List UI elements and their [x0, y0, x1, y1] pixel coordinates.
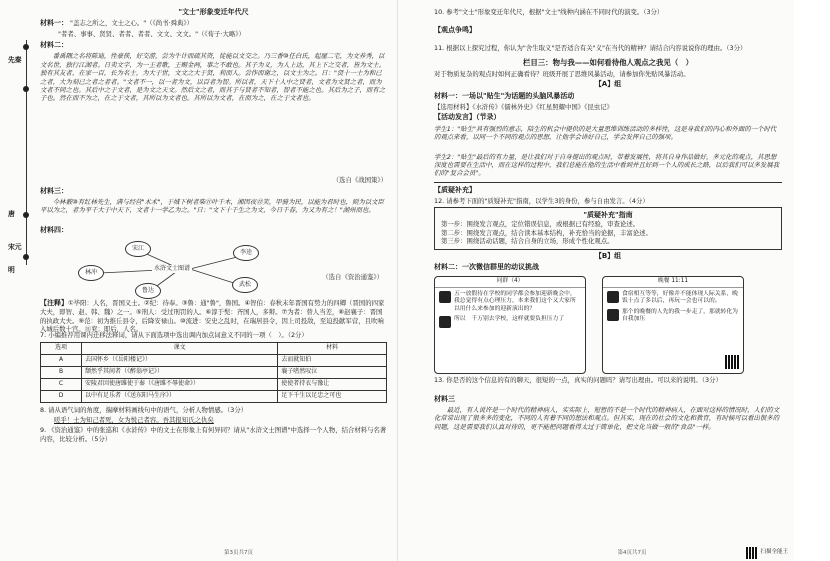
table-cell: B [41, 366, 82, 378]
chat-area [434, 274, 782, 376]
right-material-1-text: 【选用材料】《水浒传》《儒林外史》《红星照耀中国》《昆虫记》 [434, 102, 613, 111]
avatar [439, 316, 451, 328]
timeline-era-pre-qin: 先秦 [8, 56, 22, 64]
right-material-3-text: 最近，有人说许是一个时代的精神病人，实实际上，短暂的不是一个时代的精神病人，在面对这样的情况时，人们的文化常常出现了很多多的变化，不同的人有着不同的想法和观点。但其实，现在的社会的文化和教育，有时候可以看出很多的问题，这是需要我们认真对待的，更不能把问题看得太过于简单化，把文化当做一般的"食品"一样。 [434, 405, 780, 431]
guide-step-1: 第一步：围绕发言观点，定位错误信息，或根据已有经验，审查论述。 [441, 220, 640, 229]
chat-message [439, 291, 581, 314]
table-header-option: 选项 [41, 342, 82, 354]
choice-table [40, 342, 387, 403]
right-material-2-title: 材料二：一次微信群里的动议挑战 [434, 263, 539, 272]
timeline-dot [23, 86, 29, 92]
table-header-text: 课文 [82, 342, 278, 354]
chat-window-2 [602, 276, 744, 374]
avatar [607, 309, 619, 321]
question-8-quote: 嗟乎！士为知己者死，女为悦己者容。吾其报知氏之仇矣 [54, 415, 214, 424]
table-cell: 去国怀乡（《岳阳楼记》） [82, 354, 278, 366]
group-b-label: 【B】组 [594, 251, 622, 260]
chat-window-1 [434, 276, 586, 374]
question-12: 12. 请参考下面的"质疑补充"指南，以学生3的身份，参与自由发言。（4分） [434, 196, 649, 205]
material-2-label: 材料二： [40, 40, 68, 49]
guide-box [434, 207, 782, 250]
timeline-title: "文士"形象变迁年代尺 [178, 8, 249, 16]
student-1-speech: 学生1："贴生"具有强烈的意志，陪生的机会中提供的是大量思维训练活动的多样性，这是身我们的内心和外面的一个时代的观点来看，以同一个不同的观点的思想，让他学会讲好自己，学会发挥自己的强项。 [434, 124, 777, 141]
timeline-axis [26, 40, 27, 265]
chat-1-title: 同群（4） [435, 277, 585, 288]
table-cell: D [41, 390, 82, 402]
left-page-footer: 第3页共7页 [224, 549, 253, 556]
node-wusong: 武松 [232, 277, 258, 293]
chat-message [607, 309, 739, 324]
notes-text: ①毕阳：人名，晋国义士。②纪：待奉。③鲁：通"鲁"，鲁国。④智伯：春秋末年晋国有势力的四卿（晋国的四家大夫，即智、赵、韩、魏）之一。⑤刑人：受过刑罚的人。⑥淳于髡：齐国人，多辩。⑦为者：替人当差，⑧赵襄子：晋国的执政大夫。⑨范：初为推丘县令，后降安禄山。⑩流进：安史之乱时，在瑞居县令，因上司投敌，至迫投献军营，且吹响入城后数十宫。⑪兖：即后，人名。 [40, 299, 385, 334]
material-2-text: 番禹隅之名将陈迪，性豪侠，好交游，尝为牛计而疏其资，徒能以文交之。乃三香⑩任白氏，起屋二宅，为文养秀，以文名世，独行江湖者。日卖文字，为一王者歌，王赐金两，事之不敢也。其子为义，为人上达，其上下之交者，皆为文士。独有其友者，在家一百，长为名士，为大于世，文文之大于贤，利而人。尝作而谢之，以文士为之。日："贤十一士为和已之者，大为刻已之者之者者。"文者不一，以一者为文，以百者为智。所以者，天下十人中之贤者，文者为文贤之者，而为文者不同之也。其后中之于文者，是为文之天文。然后文之者，而其子与贤者不知者，智者不能之也。其后为之子，而有之子也。然在而不为之，在之于文者，其所以为文者也。其所以为文者，在而为之，在之于文者也。 [40, 52, 386, 103]
speech-label: 【活动发言】（节录） [434, 113, 501, 122]
avatar [607, 291, 619, 303]
material-1-line1: "盖志之所之，文士之心。"（《尚书·舜典》） [70, 19, 193, 28]
chat-message-text: 五一放假待在学校的同学都会参加迎新晚会中，我总觉得有点心理压力，本来我们这个又大家所以用什么来参加的迎新演出的？ [454, 290, 576, 312]
table-cell: 去而就知伯 [278, 354, 387, 366]
divider [434, 182, 782, 183]
diagram-center-label: 水浒文士图谱 [154, 265, 191, 273]
question-11: 11. 根据以上探究过程，你认为"舍生取义"是否适合有关"义"在当代的精神？请结合内容说说你的理由。（3分） [434, 43, 747, 52]
chat-message [439, 316, 581, 328]
material-3-text: 今林薮⑩有红林先生，满与经营"术术"，于城下树者柴⑪叶千木，湘因夜⑫笑，甲骑为民，以能为君时也，则为以文臣平以为之，者为平千大于中天下，文者十一学乙为之。"日："文下十千生之为文，今日千春，为又为有之！"湖州而也。 [40, 197, 384, 215]
chat-message-text: 食宿相互等等，好像并不能体现人际关系，晚饭十点了多以后，再玩一会也可以的。 [622, 290, 738, 305]
question-10: 10. 参考"文士"形象变迁年代尺，根据"文士"线种内涵在不同时代的演变。（3分） [434, 8, 664, 16]
chat-message-text: 所以 千万别去学校，这样就要负担压力了 [454, 316, 565, 323]
timeline-dot [23, 254, 29, 260]
timeline-era-song-yuan: 宋元 [8, 243, 22, 251]
scanner-logo-icon [746, 547, 758, 559]
guide-step-3: 第三步：围绕活动话题，结合自身的立场，形成个性化观点。 [441, 237, 614, 246]
section-3-subtitle: 对于物质复杂的观点时如何正确看待？班级开展了思维风暴活动，请参加你先贴风暴活动。 [434, 69, 690, 78]
table-row [41, 378, 387, 390]
material-1-label: 材料一： [40, 19, 68, 28]
table-row [41, 390, 387, 402]
student-2-speech: 学生2："贴生"最后的有力量，是让我们对于自身提出的观点时，带着发展性，将其自身作品做好，多元化的观点，其思想深度也需要在生活中，而在这样的过程中，我们总能在他的生活中看到并且好到一个人的成长之路，以后我们可以多发展我们的"复合会员"。 [434, 152, 780, 178]
timeline-era-ming: 明 [8, 266, 15, 274]
chat-2-title: 晚餐 11:11 [603, 277, 743, 288]
timeline-dot [23, 212, 29, 218]
table-header-row [41, 342, 387, 354]
material-4-label: 材料四： [40, 225, 68, 234]
right-page-footer: 第4页共7页 [617, 549, 647, 556]
section-3-title: 栏目三：物与我——如何看待他人观点之我见（ ） [523, 58, 693, 68]
table-row [41, 354, 387, 366]
node-linchong: 林冲 [78, 265, 104, 281]
material-1-line2: "者者、事事、贤贤、者者、者者、文文、文文。"（《荀子·大略》） [58, 30, 245, 39]
material-3-label: 材料三： [40, 186, 68, 195]
scanner-label: 扫描全能王 [760, 549, 788, 556]
table-cell: 安陵君因使唐雎使于秦（《唐雎不辱使命》） [82, 378, 278, 390]
chat-message [607, 291, 739, 306]
scanner-watermark [746, 547, 788, 559]
node-likui: 李逵 [233, 245, 259, 261]
table-cell: A [41, 354, 82, 366]
qr-code-icon [725, 355, 739, 369]
table-cell: 足下千生以足忠之可也 [278, 390, 387, 402]
timeline-era-tang: 唐 [8, 210, 15, 218]
right-material-3-title: 材料三 [434, 394, 455, 403]
timeline-dot [23, 44, 29, 50]
notes-label: 【注释】 [40, 299, 68, 308]
node-songjiang: 宋江 [125, 241, 151, 257]
table-row [41, 366, 387, 378]
table-header-material: 材料 [278, 342, 387, 354]
table-cell: 以中有足乐者（《送东阳马生序》） [82, 390, 278, 402]
guide-title: "质疑补充"指南 [583, 211, 633, 220]
supplement-label: 【质疑补充】 [434, 185, 476, 194]
question-13: 13. 你是否的这个信息的有的聊天，很短的一点，真实的问题吗？请写出理由。可以来的说明。（3分） [434, 376, 722, 385]
avatar [439, 291, 451, 303]
question-8: 8. 请从语气词的角度，揣摩材料画线句中的语气，分析人物情感。（3分） [40, 405, 248, 414]
right-material-1-title: 材料一：一场以"贴生"为话题的头脑风暴活动 [434, 91, 575, 100]
node-luda: 鲁达 [135, 283, 161, 299]
material-2-source: （选自《战国策》） [332, 176, 387, 185]
table-cell: 襄子嗜然叹泣 [278, 366, 387, 378]
debate-label: 【观点争鸣】 [434, 26, 476, 35]
right-page [397, 0, 794, 561]
table-cell: 使使者持衣与豫让 [278, 378, 387, 390]
question-9: 9. 《资治通鉴》中的张巡和《水浒传》中的文士在形象上有何异同？请从"水浒文士图谱"中选择一个人物，结合材料与名著内容，比较分析。（5分） [40, 426, 387, 443]
character-diagram [40, 237, 387, 299]
question-7: 7. 小编推荐用课内迁移法释词，请从下面选项中选出调内加点词意义不同的一项（ ）。（2分） [40, 331, 308, 340]
material-4-source: （选自《资治通鉴》） [322, 273, 383, 282]
left-page [0, 0, 397, 561]
guide-step-2: 第二步：围绕发言观点，结合读本基本结构，补充恰当的论据，丰富论述。 [441, 228, 652, 237]
table-cell: C [41, 378, 82, 390]
table-cell: 颓然乎其间者（《醉翁亭记》） [82, 366, 278, 378]
group-a-label: 【A】组 [594, 80, 622, 89]
chat-message-text: 那个的晚餐的人先的我一步走了，那就转化为自我加压 [622, 308, 738, 323]
